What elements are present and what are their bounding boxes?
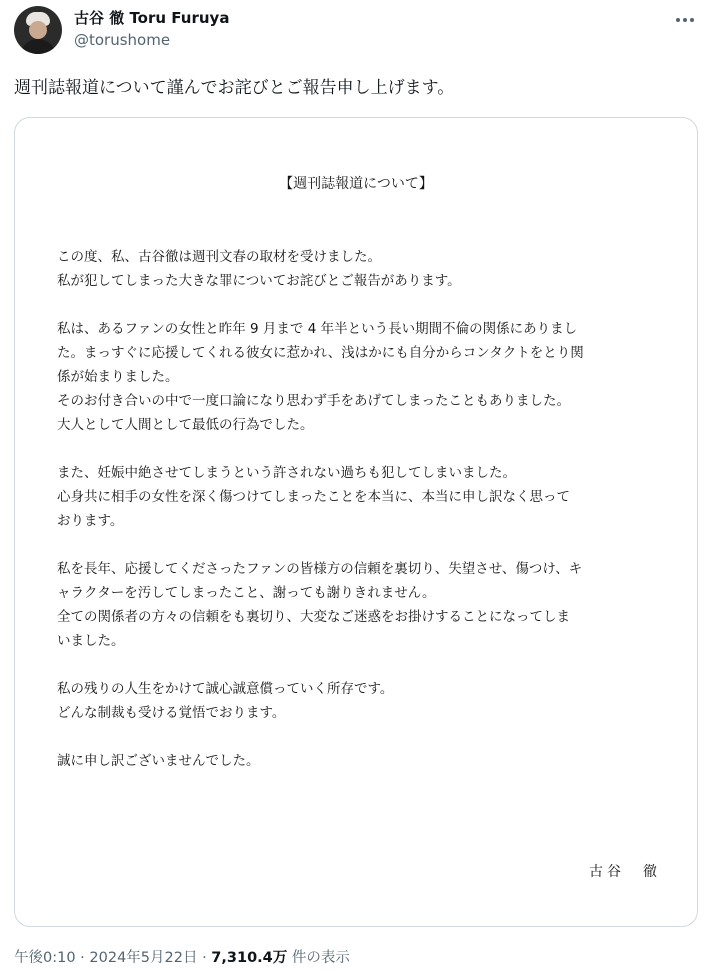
document-signature: 古谷 徹: [589, 864, 661, 880]
author-info: [74, 8, 229, 50]
avatar-face: [29, 21, 47, 39]
document-line: ャラクターを汚してしまったこと、謝っても謝りきれません。: [57, 585, 436, 601]
document-line: この度、私、古谷徹は週刊文春の取材を受けました。: [57, 249, 381, 265]
document-line: 全ての関係者の方々の信頼をも裏切り、大変なご迷惑をお掛けすることになってしま: [57, 609, 570, 625]
views-count[interactable]: 7,310.4万: [211, 950, 288, 966]
attached-image[interactable]: [14, 117, 698, 927]
avatar-shoulders: [20, 39, 56, 54]
separator: ·: [202, 950, 207, 966]
separator: ·: [80, 950, 85, 966]
views-label: 件の表示: [291, 950, 350, 966]
tweet-metadata: [14, 948, 350, 968]
author-display-name[interactable]: 古谷 徹 Toru Furuya: [74, 9, 230, 27]
paragraph: [57, 749, 667, 773]
tweet-header: [14, 6, 700, 56]
paragraph: [57, 557, 667, 653]
document-line: 私は、あるファンの女性と昨年 9 月まで 4 年半という長い期間不倫の関係にありまし: [57, 321, 578, 337]
document-line: また、妊娠中絶させてしまうという許されない過ちも犯してしまいました。: [57, 465, 516, 481]
avatar[interactable]: [14, 6, 62, 54]
paragraph: [57, 317, 667, 437]
document-body: [57, 245, 667, 797]
document-line: いました。: [57, 633, 125, 649]
post-time[interactable]: 午後0:10: [14, 950, 76, 966]
document-line: 私の残りの人生をかけて誠心誠意償っていく所存です。: [57, 681, 394, 697]
document-line: そのお付き合いの中で一度口論になり思わず手をあげてしまったこともありました。: [57, 393, 570, 409]
document-line: 係が始まりました。: [57, 369, 179, 385]
document-line: 私が犯してしまった大きな罪についてお詫びとご報告があります。: [57, 273, 461, 289]
tweet-text: 週刊誌報道について謹んでお詫びとご報告申し上げます。: [14, 78, 455, 98]
document-line: おります。: [57, 513, 124, 529]
document-line: どんな制裁も受ける覚悟でおります。: [57, 705, 286, 721]
document-line: 心身共に相手の女性を深く傷つけてしまったことを本当に、本当に申し訳なく思って: [57, 489, 570, 505]
paragraph: [57, 461, 667, 533]
dot: [683, 18, 687, 22]
document-line: た。まっすぐに応援してくれる彼女に惹かれ、浅はかにも自分からコンタクトをとり関: [57, 345, 584, 361]
more-options-icon[interactable]: [670, 10, 700, 30]
paragraph: [57, 677, 667, 725]
dot: [676, 18, 680, 22]
paragraph: [57, 245, 667, 293]
post-date[interactable]: 2024年5月22日: [89, 950, 198, 966]
document-line: 私を長年、応援してくださったファンの皆様方の信頼を裏切り、失望させ、傷つけ、キ: [57, 561, 583, 577]
dot: [690, 18, 694, 22]
document-line: 誠に申し訳ございませんでした。: [57, 753, 260, 769]
author-handle[interactable]: @torushome: [74, 31, 171, 49]
document-title: 【週刊誌報道について】: [279, 176, 433, 192]
document-line: 大人として人間として最低の行為でした。: [57, 417, 314, 433]
